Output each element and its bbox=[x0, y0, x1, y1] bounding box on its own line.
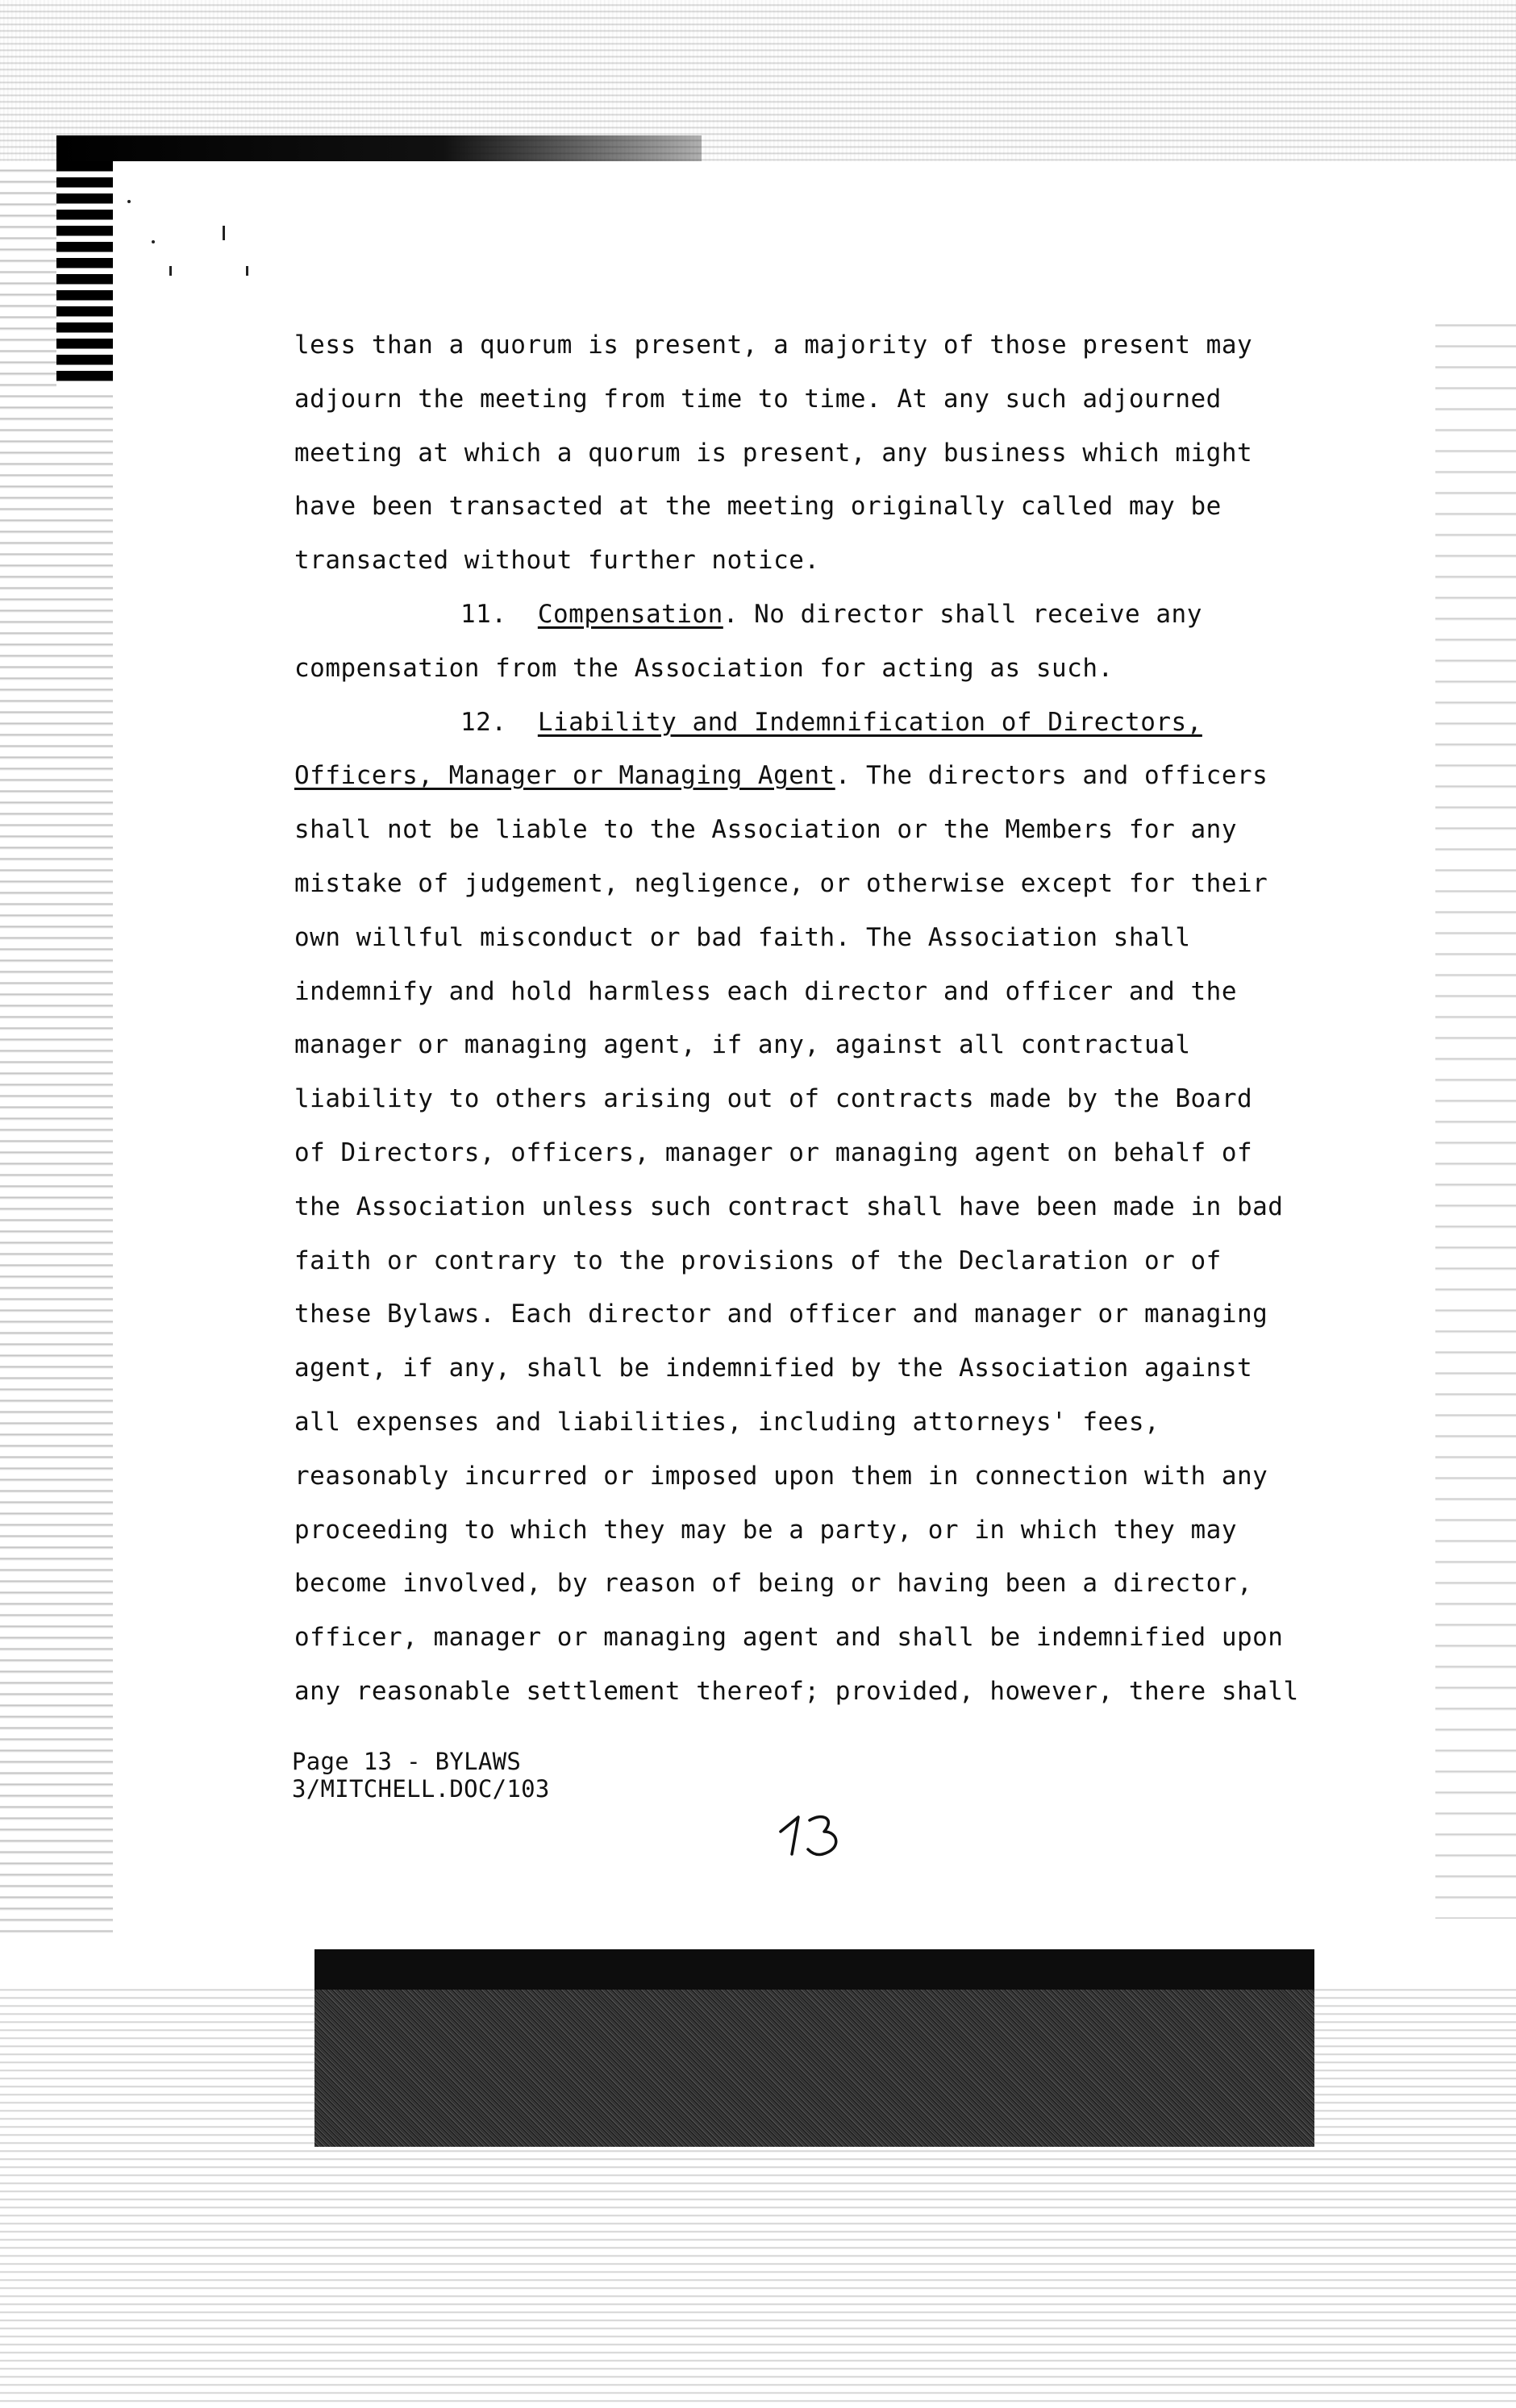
body-line: own willful misconduct or bad faith. The Association shall bbox=[294, 922, 1191, 952]
footer-doc-id: 3/MITCHELL.DOC/103 bbox=[292, 1775, 550, 1803]
body-line: reasonably incurred or imposed upon them in connection with any bbox=[294, 1461, 1268, 1491]
section-12-line-2 bbox=[294, 749, 1343, 803]
body-line: become involved, by reason of being or having been a director, bbox=[294, 1569, 1253, 1599]
body-line: less than a quorum is present, a majority of those present may bbox=[294, 331, 1253, 360]
body-line: all expenses and liabilities, including attorneys' fees, bbox=[294, 1407, 1160, 1437]
footer-page-label: Page 13 - BYLAWS bbox=[292, 1748, 522, 1775]
handwritten-page-number bbox=[774, 1807, 855, 1864]
section-12-line-2-rest: . The directors and officers bbox=[835, 761, 1268, 791]
body-line: compensation from the Association for acting as such. bbox=[294, 653, 1114, 683]
body-line: officer, manager or managing agent and shall be indemnified upon bbox=[294, 1623, 1284, 1653]
section-11-line-1 bbox=[294, 588, 1343, 642]
body-line: any reasonable settlement thereof; provided, however, there shall bbox=[294, 1676, 1299, 1706]
body-line: the Association unless such contract shall have been made in bad bbox=[294, 1192, 1284, 1221]
section-12 bbox=[294, 696, 1343, 1719]
scan-artifact-top-band bbox=[56, 135, 702, 161]
body-line: proceeding to which they may be a party, or in which they may bbox=[294, 1515, 1237, 1545]
body-line: faith or contrary to the provisions of the Declaration or of bbox=[294, 1246, 1222, 1275]
body-line: mistake of judgement, negligence, or otherwise except for their bbox=[294, 868, 1268, 898]
body-line: indemnify and hold harmless each director and officer and the bbox=[294, 976, 1237, 1006]
body-line: liability to others arising out of contracts made by the Board bbox=[294, 1084, 1253, 1114]
stray-marks bbox=[121, 185, 266, 282]
paragraph-continuation bbox=[294, 318, 1343, 588]
section-12-number: 12. bbox=[460, 707, 507, 737]
scan-artifact-left bbox=[0, 161, 113, 1935]
body-line: manager or managing agent, if any, against all contractual bbox=[294, 1030, 1191, 1060]
body-line: have been transacted at the meeting originally called may be bbox=[294, 492, 1222, 522]
body-line: transacted without further notice. bbox=[294, 546, 820, 576]
scan-artifact-right bbox=[1435, 306, 1516, 1919]
scan-artifact-bottom-block-top bbox=[314, 1949, 1314, 1990]
document-body bbox=[294, 318, 1343, 1719]
section-11-number: 11. bbox=[460, 599, 507, 629]
page-footer bbox=[292, 1748, 550, 1803]
body-line: shall not be liable to the Association or the Members for any bbox=[294, 815, 1237, 845]
section-11-line-1-rest: . No director shall receive any bbox=[723, 599, 1202, 629]
body-line: these Bylaws. Each director and officer and manager or managing bbox=[294, 1300, 1268, 1329]
body-line: agent, if any, shall be indemnified by the Association against bbox=[294, 1354, 1253, 1383]
section-12-heading-part-1: Liability and Indemnification of Directors, bbox=[537, 707, 1202, 737]
body-line: adjourn the meeting from time to time. At any such adjourned bbox=[294, 384, 1222, 414]
section-11 bbox=[294, 588, 1343, 696]
body-line: meeting at which a quorum is present, any business which might bbox=[294, 438, 1253, 468]
section-12-heading-part-2: Officers, Manager or Managing Agent bbox=[294, 761, 835, 791]
scan-artifact-left-block bbox=[56, 161, 113, 387]
section-11-heading: Compensation bbox=[537, 599, 723, 629]
body-line: of Directors, officers, manager or managing agent on behalf of bbox=[294, 1137, 1253, 1167]
section-12-line-1 bbox=[294, 696, 1343, 750]
